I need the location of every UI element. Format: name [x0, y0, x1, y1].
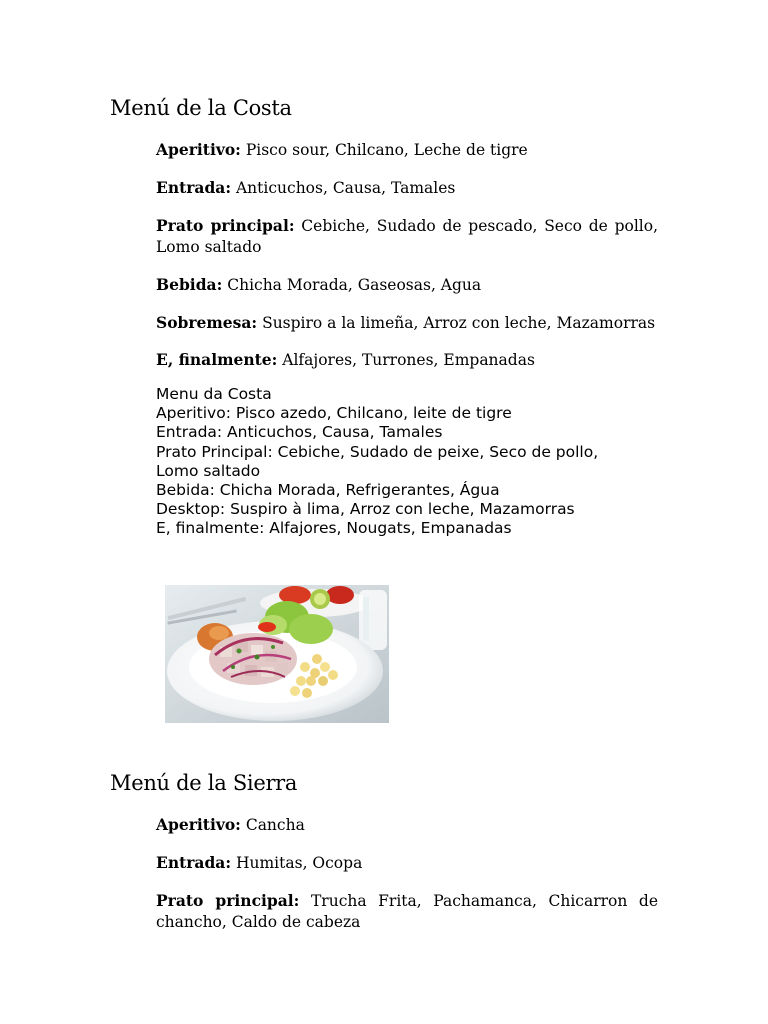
translation-line: E, finalmente: Alfajores, Nougats, Empanadas	[156, 519, 512, 538]
costa-title: Menú de la Costa	[110, 96, 292, 120]
costa-bebida	[156, 274, 658, 296]
item-text: Pisco sour, Chilcano, Leche de tigre	[240, 141, 528, 159]
costa-translation	[156, 385, 676, 539]
item-text: Anticuchos, Causa, Tamales	[231, 179, 456, 197]
item-text: Alfajores, Turrones, Empanadas	[277, 351, 535, 369]
sierra-title: Menú de la Sierra	[110, 771, 298, 795]
costa-entrada	[156, 177, 658, 199]
item-label: Sobremesa:	[156, 313, 258, 332]
costa-sobremesa	[156, 312, 658, 334]
sierra-entrada	[156, 852, 658, 874]
item-label: Entrada:	[156, 178, 232, 197]
item-text: Chicha Morada, Gaseosas, Agua	[222, 276, 482, 294]
item-label: Aperitivo:	[156, 140, 241, 159]
translation-line: Entrada: Anticuchos, Causa, Tamales	[156, 423, 443, 442]
item-label: Bebida:	[156, 275, 223, 294]
item-label: Prato principal:	[156, 216, 295, 235]
costa-finalmente	[156, 349, 658, 371]
translation-line: Prato Principal: Cebiche, Sudado de peixe, Seco de pollo,	[156, 442, 599, 461]
translation-line: Bebida: Chicha Morada, Refrigerantes, Água	[156, 481, 500, 500]
translation-line: Desktop: Suspiro à lima, Arroz con leche, Mazamorras	[156, 500, 575, 519]
item-label: E, finalmente:	[156, 350, 278, 369]
item-text: Cebiche, Sudado de pescado, Seco de pollo, Lomo saltado	[156, 217, 658, 256]
translation-line: Lomo saltado	[156, 461, 261, 480]
sierra-aperitivo	[156, 814, 658, 836]
item-text: Humitas, Ocopa	[231, 854, 363, 872]
item-label: Aperitivo:	[156, 815, 241, 834]
sierra-prato-principal	[156, 890, 658, 933]
item-label: Prato principal:	[156, 891, 300, 910]
translation-line: Aperitivo: Pisco azedo, Chilcano, leite de tigre	[156, 404, 512, 423]
costa-prato-principal	[156, 215, 658, 258]
item-text: Cancha	[240, 816, 305, 834]
item-text: Trucha Frita, Pachamanca, Chicarron de chancho, Caldo de cabeza	[156, 892, 658, 931]
translation-line: Menu da Costa	[156, 385, 272, 403]
item-label: Entrada:	[156, 853, 232, 872]
costa-aperitivo	[156, 139, 658, 161]
item-text: Suspiro a la limeña, Arroz con leche, Mazamorras	[257, 314, 656, 332]
cebiche-photo	[165, 585, 389, 723]
